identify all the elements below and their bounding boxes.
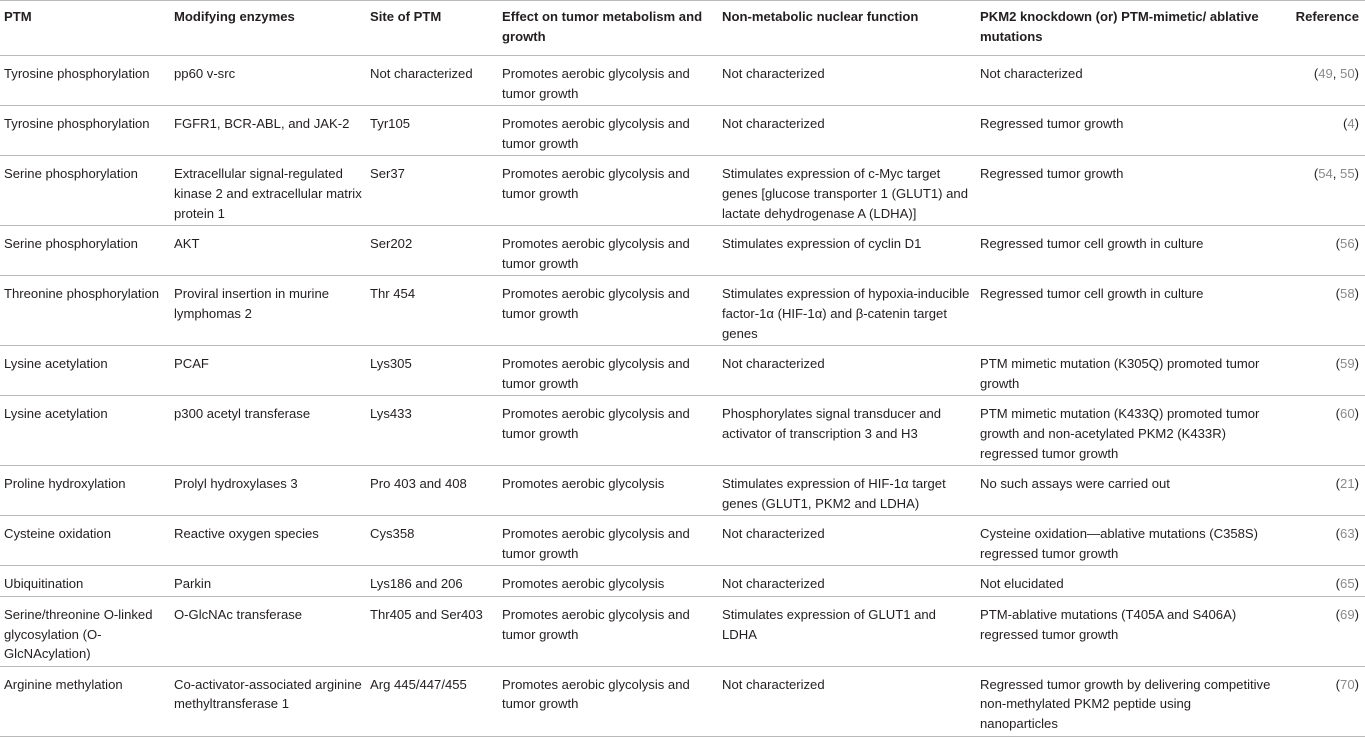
- enzyme-cell: O-GlcNAc transferase: [174, 607, 303, 623]
- reference-punctuation: (: [1313, 166, 1319, 182]
- reference-link[interactable]: 4: [1347, 116, 1355, 132]
- reference-punctuation: (: [1335, 676, 1341, 692]
- ptm-cell: Ubiquitination: [4, 576, 84, 592]
- ptm-cell: Serine phosphorylation: [4, 236, 138, 252]
- knockdown-cell: No such assays were carried out: [980, 476, 1170, 492]
- ptm-cell: Threonine phosphorylation: [4, 286, 160, 302]
- reference-cell[interactable]: [1275, 346, 1365, 396]
- enzyme-cell: Proviral insertion in murine lymphomas 2: [174, 286, 330, 321]
- reference-link[interactable]: 55: [1340, 166, 1355, 182]
- reference-link[interactable]: 54: [1318, 166, 1333, 182]
- ptm-cell: Lysine acetylation: [4, 406, 108, 422]
- knockdown-cell: Regressed tumor cell growth in culture: [980, 236, 1204, 252]
- reference-punctuation: (: [1335, 236, 1341, 252]
- site-cell: Not characterized: [370, 66, 473, 81]
- reference-link[interactable]: 63: [1340, 526, 1355, 542]
- header-effect-on-tumor: Effect on tumor metabolism and growth: [502, 9, 703, 44]
- reference-cell[interactable]: [1275, 226, 1365, 276]
- table-row: [0, 346, 1365, 396]
- enzyme-cell: FGFR1, BCR-ABL, and JAK-2: [174, 116, 350, 132]
- enzyme-cell: p300 acetyl transferase: [174, 406, 311, 422]
- nuclear-function-cell: Not characterized: [722, 356, 825, 372]
- reference-link[interactable]: 56: [1340, 236, 1355, 252]
- header-modifying-enzymes: Modifying enzymes: [174, 9, 295, 24]
- reference-cell[interactable]: [1275, 56, 1365, 106]
- reference-cell[interactable]: [1275, 106, 1365, 156]
- reference-punctuation: (: [1335, 576, 1341, 592]
- enzyme-cell: Extracellular signal-regulated kinase 2 and extracellular matrix protein 1: [174, 166, 362, 221]
- reference-punctuation: ): [1354, 166, 1359, 182]
- site-cell: Pro 403 and 408: [370, 476, 467, 492]
- effect-cell: Promotes aerobic glycolysis and tumor growth: [502, 676, 690, 712]
- reference-cell[interactable]: [1275, 396, 1365, 466]
- knockdown-cell: Regressed tumor growth: [980, 116, 1124, 132]
- reference-link[interactable]: 69: [1340, 607, 1355, 623]
- effect-cell: Promotes aerobic glycolysis and tumor growth: [502, 286, 690, 321]
- reference-punctuation: ): [1354, 356, 1359, 372]
- enzyme-cell: Parkin: [174, 576, 212, 592]
- site-cell: Cys358: [370, 526, 415, 542]
- effect-cell: Promotes aerobic glycolysis and tumor growth: [502, 356, 690, 391]
- table-row: [0, 56, 1365, 106]
- reference-cell[interactable]: [1275, 466, 1365, 516]
- reference-punctuation: (: [1335, 476, 1341, 492]
- nuclear-function-cell: Not characterized: [722, 66, 825, 81]
- reference-cell[interactable]: [1275, 516, 1365, 566]
- reference-punctuation: (: [1335, 406, 1341, 422]
- header-nuclear-function: Non-metabolic nuclear function: [722, 9, 919, 24]
- reference-cell[interactable]: [1275, 156, 1365, 226]
- enzyme-cell: PCAF: [174, 356, 209, 372]
- table-row: [0, 516, 1365, 566]
- nuclear-function-cell: Stimulates expression of hypoxia-inducible factor-1α (HIF-1α) and β-catenin target genes: [722, 286, 970, 341]
- enzyme-cell: Reactive oxygen species: [174, 526, 319, 542]
- site-cell: Ser37: [370, 166, 405, 182]
- reference-link[interactable]: 58: [1340, 286, 1355, 302]
- ptm-cell: Serine phosphorylation: [4, 166, 138, 182]
- reference-link[interactable]: 49: [1318, 66, 1333, 81]
- table-row: [0, 226, 1365, 276]
- header-ptm: PTM: [4, 9, 32, 24]
- site-cell: Ser202: [370, 236, 413, 252]
- table-row: [0, 466, 1365, 516]
- nuclear-function-cell: Not characterized: [722, 116, 825, 132]
- reference-punctuation: ): [1354, 526, 1359, 542]
- effect-cell: Promotes aerobic glycolysis and tumor growth: [502, 406, 690, 441]
- ptm-cell: Tyrosine phosphorylation: [4, 116, 150, 132]
- nuclear-function-cell: Stimulates expression of c-Myc target genes [glucose transporter 1 (GLUT1) and lactate dehydrogenase A (LDHA)]: [722, 166, 969, 221]
- reference-cell[interactable]: [1275, 597, 1365, 667]
- enzyme-cell: AKT: [174, 236, 200, 252]
- reference-punctuation: ): [1354, 576, 1359, 592]
- table-row: [0, 276, 1365, 346]
- enzyme-cell: Co-activator-associated arginine methyltransferase 1: [174, 676, 362, 712]
- reference-link[interactable]: 65: [1340, 576, 1355, 592]
- table-body: [0, 56, 1365, 737]
- knockdown-cell: Regressed tumor growth by delivering competitive non-methylated PKM2 peptide using nanoparticles: [980, 676, 1271, 732]
- header-reference: Reference: [1295, 9, 1359, 24]
- knockdown-cell: Not elucidated: [980, 576, 1064, 592]
- reference-punctuation: ): [1354, 286, 1359, 302]
- knockdown-cell: Cysteine oxidation—ablative mutations (C358S) regressed tumor growth: [980, 526, 1259, 561]
- effect-cell: Promotes aerobic glycolysis and tumor growth: [502, 236, 690, 271]
- knockdown-cell: PTM-ablative mutations (T405A and S406A) regressed tumor growth: [980, 607, 1237, 642]
- reference-punctuation: ,: [1332, 66, 1341, 81]
- nuclear-function-cell: Stimulates expression of GLUT1 and LDHA: [722, 607, 936, 642]
- effect-cell: Promotes aerobic glycolysis: [502, 576, 665, 592]
- reference-link[interactable]: 50: [1340, 66, 1355, 81]
- table-row: [0, 597, 1365, 667]
- nuclear-function-cell: Stimulates expression of cyclin D1: [722, 236, 922, 252]
- ptm-cell: Proline hydroxylation: [4, 476, 126, 492]
- reference-cell[interactable]: [1275, 276, 1365, 346]
- ptm-cell: Serine/threonine O-linked glycosylation (O-GlcNAcylation): [4, 607, 153, 662]
- reference-punctuation: (: [1335, 526, 1341, 542]
- enzyme-cell: pp60 v-src: [174, 66, 236, 81]
- site-cell: Tyr105: [370, 116, 411, 132]
- knockdown-cell: Not characterized: [980, 66, 1083, 81]
- nuclear-function-cell: Not characterized: [722, 526, 825, 542]
- reference-punctuation: ): [1354, 607, 1359, 623]
- header-site-of-ptm: Site of PTM: [370, 9, 442, 24]
- knockdown-cell: Regressed tumor cell growth in culture: [980, 286, 1204, 302]
- reference-punctuation: ): [1354, 66, 1359, 81]
- ptm-cell: Tyrosine phosphorylation: [4, 66, 150, 81]
- reference-punctuation: ): [1354, 236, 1359, 252]
- reference-link[interactable]: 21: [1340, 476, 1355, 492]
- site-cell: Lys433: [370, 406, 412, 422]
- enzyme-cell: Prolyl hydroxylases 3: [174, 476, 298, 492]
- nuclear-function-cell: Phosphorylates signal transducer and activator of transcription 3 and H3: [722, 406, 942, 441]
- reference-cell[interactable]: [1275, 566, 1365, 597]
- ptm-cell: Lysine acetylation: [4, 356, 108, 372]
- effect-cell: Promotes aerobic glycolysis and tumor growth: [502, 166, 690, 201]
- effect-cell: Promotes aerobic glycolysis: [502, 476, 665, 492]
- ptm-cell: Arginine methylation: [4, 676, 123, 692]
- reference-cell[interactable]: [1275, 666, 1365, 736]
- reference-punctuation: ,: [1332, 166, 1341, 182]
- reference-punctuation: (: [1335, 356, 1341, 372]
- reference-link[interactable]: 70: [1340, 676, 1355, 692]
- nuclear-function-cell: Not characterized: [722, 676, 825, 692]
- reference-punctuation: ): [1354, 676, 1359, 692]
- reference-punctuation: (: [1335, 607, 1341, 623]
- effect-cell: Promotes aerobic glycolysis and tumor growth: [502, 116, 690, 151]
- table-row: [0, 666, 1365, 736]
- reference-punctuation: (: [1342, 116, 1348, 132]
- ptm-cell: Cysteine oxidation: [4, 526, 111, 542]
- site-cell: Thr405 and Ser403: [370, 607, 483, 623]
- site-cell: Lys305: [370, 356, 412, 372]
- knockdown-cell: Regressed tumor growth: [980, 166, 1124, 182]
- header-row: [0, 1, 1365, 56]
- site-cell: Thr 454: [370, 286, 416, 302]
- reference-link[interactable]: 60: [1340, 406, 1355, 422]
- reference-punctuation: ): [1354, 116, 1359, 132]
- reference-punctuation: (: [1335, 286, 1341, 302]
- reference-punctuation: (: [1313, 66, 1319, 81]
- nuclear-function-cell: Not characterized: [722, 576, 825, 592]
- table-row: [0, 566, 1365, 597]
- knockdown-cell: PTM mimetic mutation (K305Q) promoted tumor growth: [980, 356, 1260, 391]
- table-row: [0, 156, 1365, 226]
- table-row: [0, 396, 1365, 466]
- effect-cell: Promotes aerobic glycolysis and tumor growth: [502, 607, 690, 642]
- site-cell: Arg 445/447/455: [370, 676, 467, 692]
- table-row: [0, 106, 1365, 156]
- reference-punctuation: ): [1354, 476, 1359, 492]
- effect-cell: Promotes aerobic glycolysis and tumor growth: [502, 66, 690, 101]
- header-pkm2-knockdown: PKM2 knockdown (or) PTM-mimetic/ ablative mutations: [980, 9, 1259, 44]
- nuclear-function-cell: Stimulates expression of HIF-1α target genes (GLUT1, PKM2 and LDHA): [722, 476, 946, 511]
- effect-cell: Promotes aerobic glycolysis and tumor growth: [502, 526, 690, 561]
- knockdown-cell: PTM mimetic mutation (K433Q) promoted tumor growth and non-acetylated PKM2 (K433R) regressed tumor growth: [980, 406, 1260, 461]
- site-cell: Lys186 and 206: [370, 576, 463, 592]
- reference-punctuation: ): [1354, 406, 1359, 422]
- reference-link[interactable]: 59: [1340, 356, 1355, 372]
